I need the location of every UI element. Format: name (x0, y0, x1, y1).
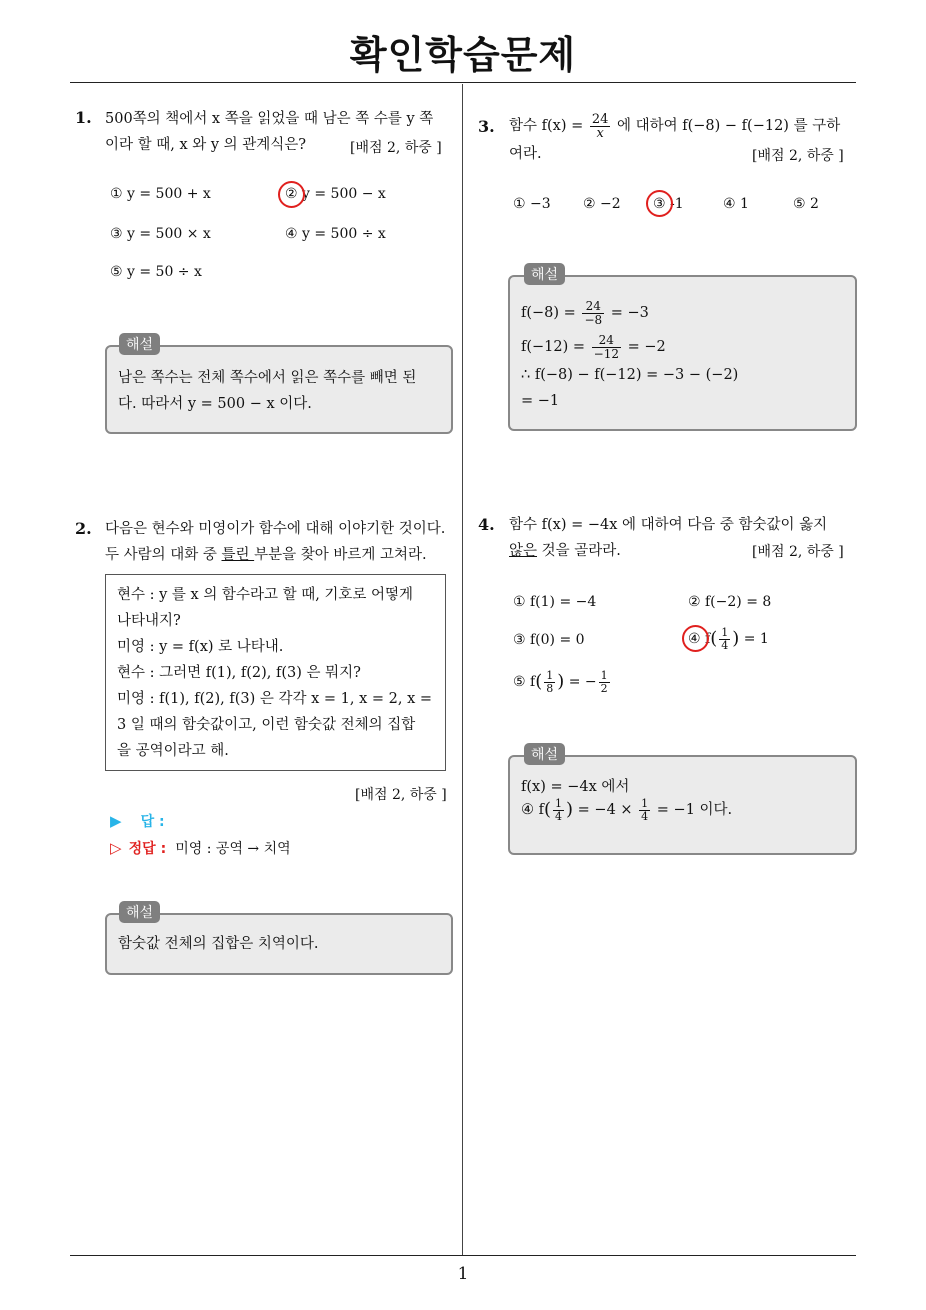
selected-mark-icon (278, 181, 305, 208)
fraction (582, 300, 604, 327)
selected-mark-icon (646, 190, 673, 217)
explanation-line: ∴ f(−8) − f(−12) = −3 − (−2) (521, 367, 739, 383)
option-1[interactable]: ① −3 (513, 196, 551, 212)
fraction (719, 627, 730, 652)
score-label: [배점 2, 하중 ] (350, 140, 442, 156)
explanation-part: = −1 이다. (652, 802, 733, 818)
explanation-part: f(−8) = (521, 305, 581, 321)
paren-open: ( (543, 799, 552, 820)
option-2[interactable]: ② y = 500 − x (285, 186, 386, 202)
explanation-line: = −1 (521, 393, 560, 409)
explanation-line: f(x) = −4x 에서 (521, 779, 630, 795)
question-text-part: 함수 f(x) = (509, 118, 588, 134)
answer-arrow-icon: ▶ (110, 812, 122, 830)
fraction (639, 798, 650, 823)
correct-answer-value: 미영 : 공역 → 치역 (175, 841, 291, 857)
question-number: 2. (75, 519, 92, 538)
score-label: [배점 2, 하중 ] (752, 148, 844, 164)
option-4[interactable]: ④ 1 (723, 196, 749, 212)
option-part: = − (564, 674, 597, 690)
correct-answer-label: 정답 : (128, 841, 167, 857)
question-text-part: 부분을 찾아 바르게 고쳐라. (254, 547, 427, 563)
option-2[interactable]: ② f(−2) = 8 (688, 594, 772, 610)
paren-open: ( (710, 628, 718, 649)
option-5[interactable]: ⑤ y = 50 ÷ x (110, 264, 202, 280)
score-label: [배점 2, 하중 ] (752, 544, 844, 560)
option-2[interactable]: ② −2 (583, 196, 621, 212)
question-text-line (105, 542, 427, 568)
fraction-denominator: −8 (584, 312, 603, 327)
explanation-line (521, 296, 649, 330)
fraction-denominator: 2 (600, 681, 608, 695)
underlined-word: 틀린 (221, 547, 255, 563)
explanation-tag: 해설 (119, 333, 160, 355)
selected-mark-icon (682, 625, 709, 652)
option-part: ⑤ f (513, 674, 536, 690)
fraction (544, 670, 555, 695)
explanation-line: 다. 따라서 y = 500 − x 이다. (118, 396, 312, 412)
dialog-line: 현수 : 그러면 f(1), f(2), f(3) 은 뭐지? (117, 665, 361, 681)
question-number: 1. (75, 108, 92, 127)
fraction-numerator: 1 (641, 796, 649, 810)
option-5[interactable] (513, 665, 612, 699)
fraction-numerator: 24 (582, 300, 604, 314)
fraction-numerator: 24 (591, 111, 609, 127)
question-text-part: 것을 골라라. (537, 543, 621, 559)
question-text-part: 에 대하여 f(−8) − f(−12) 를 구하 (612, 118, 841, 134)
explanation-part: f(−12) = (521, 339, 590, 355)
paren-open: ( (535, 671, 543, 692)
dialog-line: 현수 : y 를 x 의 함수라고 할 때, 기호로 어떻게 (117, 587, 414, 603)
fraction-denominator: x (596, 125, 604, 141)
title-rule (70, 82, 856, 83)
question-number: 4. (478, 515, 495, 534)
fraction-denominator: 4 (721, 638, 729, 652)
question-text-line: 함수 f(x) = −4x 에 대하여 다음 중 함숫값이 옳지 (509, 517, 828, 533)
dialog-line: 을 공역이라고 해. (117, 743, 229, 759)
question-text-line: 이라 할 때, x 와 y 의 관계식은? (105, 137, 307, 153)
question-text-line (509, 108, 840, 144)
correct-answer-row (110, 838, 291, 858)
question-text-part: 두 사람의 대화 중 (105, 547, 222, 563)
answer-label: 답 : (140, 814, 165, 830)
option-part: ④ f (688, 631, 711, 647)
dialog-line: 미영 : y = f(x) 로 나타내. (117, 639, 284, 655)
fraction-denominator: 4 (555, 809, 563, 823)
option-3[interactable]: ③ y = 500 × x (110, 226, 211, 242)
correct-arrow-icon: ▷ (110, 839, 122, 857)
fraction-numerator: 1 (555, 796, 563, 810)
fraction (599, 670, 610, 695)
page-number: 1 (457, 1264, 469, 1284)
explanation-part: = −2 (622, 339, 666, 355)
paren-close: ) (557, 671, 565, 692)
explanation-line: 남은 쪽수는 전체 쪽수에서 읽은 쪽수를 빼면 된 (118, 370, 417, 386)
question-number: 3. (478, 117, 495, 136)
option-1[interactable]: ① f(1) = −4 (513, 594, 597, 610)
paren-close: ) (566, 799, 574, 820)
fraction (590, 113, 611, 140)
fraction-numerator: 1 (600, 668, 608, 682)
fraction-denominator: 8 (546, 681, 554, 695)
explanation-line: 함숫값 전체의 집합은 치역이다. (118, 936, 319, 952)
explanation-line (521, 793, 732, 827)
explanation-tag: 해설 (119, 901, 160, 923)
underlined-word: 않은 (509, 543, 538, 559)
fraction-denominator: 4 (641, 809, 649, 823)
column-divider (462, 84, 463, 1256)
question-text-line: 다음은 현수와 미영이가 함수에 대해 이야기한 것이다. (105, 521, 446, 537)
fraction-numerator: 1 (721, 625, 729, 639)
question-text-line (509, 538, 621, 564)
option-part: = 1 (739, 631, 769, 647)
question-text-line: 여라. (509, 146, 542, 162)
paren-close: ) (732, 628, 740, 649)
dialog-line: 미영 : f(1), f(2), f(3) 은 각각 x = 1, x = 2, x = (117, 691, 433, 707)
fraction-denominator: −12 (593, 346, 619, 361)
dialog-line: 나타내지? (117, 613, 181, 629)
score-label: [배점 2, 하중 ] (355, 787, 447, 803)
option-4[interactable]: ④ y = 500 ÷ x (285, 226, 386, 242)
explanation-tag: 해설 (524, 263, 565, 285)
explanation-part: ④ f (521, 802, 544, 818)
answer-row (110, 811, 165, 831)
option-1[interactable]: ① y = 500 + x (110, 186, 211, 202)
option-5[interactable]: ⑤ 2 (793, 196, 819, 212)
fraction-numerator: 24 (592, 334, 621, 348)
fraction (553, 798, 564, 823)
option-3[interactable]: ③ -1 (653, 196, 684, 212)
explanation-tag: 해설 (524, 743, 565, 765)
footer-rule (70, 1255, 856, 1256)
question-text-line: 500쪽의 책에서 x 쪽을 읽었을 때 남은 쪽 수를 y 쪽 (105, 111, 434, 127)
fraction-numerator: 1 (546, 668, 554, 682)
explanation-part: = −4 × (573, 802, 638, 818)
dialog-line: 3 일 때의 함숫값이고, 이런 함숫값 전체의 집합 (117, 717, 416, 733)
explanation-part: = −3 (606, 305, 649, 321)
page-title: 확인학습문제 (349, 33, 577, 77)
fraction (592, 334, 621, 361)
explanation-line (521, 330, 666, 364)
option-3[interactable]: ③ f(0) = 0 (513, 632, 585, 648)
